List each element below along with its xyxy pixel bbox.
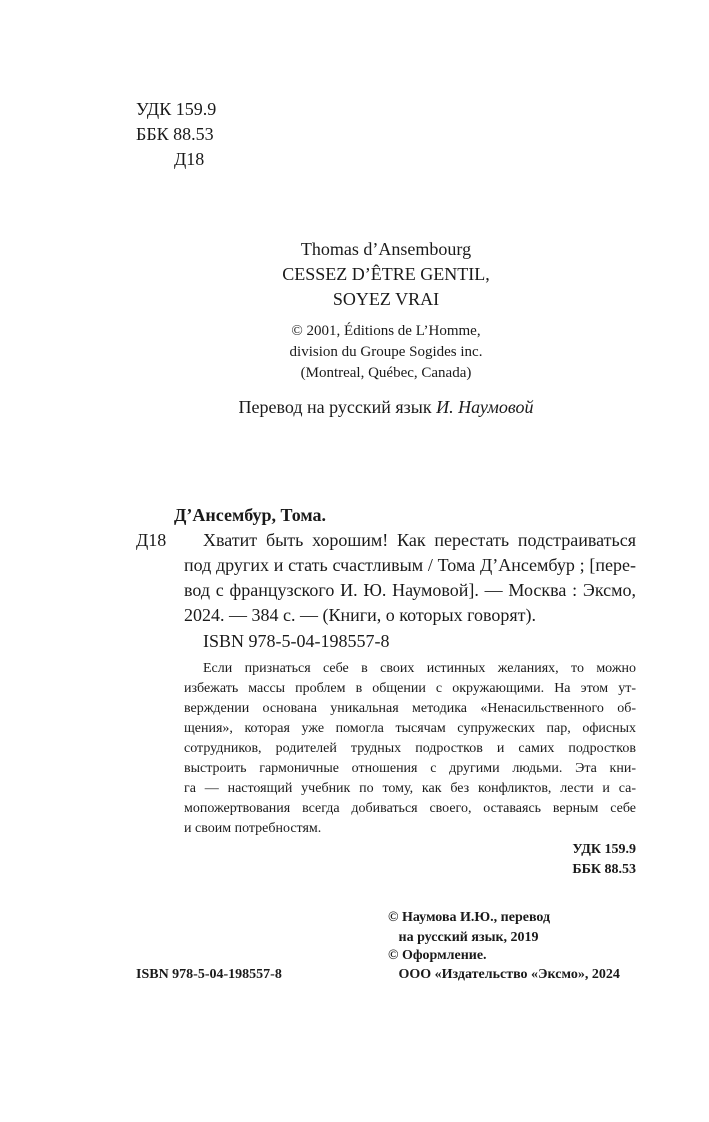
translation-prefix: Перевод на русский язык — [238, 397, 437, 417]
original-copyright-line: (Montreal, Québec, Canada) — [300, 365, 472, 381]
footer-copyright-line: на русский язык, 2019 — [388, 930, 539, 945]
footer-copyright-line: © Оформление. — [388, 948, 487, 963]
translation-credit — [136, 394, 636, 420]
footer-isbn: ISBN 978-5-04-198557-8 — [136, 967, 282, 982]
author-mark-top: Д18 — [174, 149, 205, 169]
original-title-line-2: SOYEZ VRAI — [332, 289, 440, 309]
bbk-top: ББК 88.53 — [136, 124, 214, 144]
annotation-line: выстроить гармоничные отношения с другими людьми. Эта кни- — [184, 761, 636, 776]
original-copyright-line: © 2001, Éditions de L’Homme, — [291, 323, 481, 339]
footer-copyright-line: ООО «Издательство «Эксмо», 2024 — [388, 967, 620, 982]
record-line: вод с французского И. Ю. Наумовой]. — Москва : Эксмо, — [184, 580, 636, 600]
translator-name: И. Наумовой — [436, 397, 534, 417]
annotation-line: верждении основана уникальная методика «Ненасильственного об- — [184, 701, 636, 716]
footer-copyright-line: © Наумова И.Ю., перевод — [388, 910, 551, 925]
annotation-bbk: ББК 88.53 — [572, 862, 636, 877]
annotation-line: и своим потребностям. — [184, 821, 322, 836]
original-copyright-line: division du Groupe Sogides inc. — [289, 344, 483, 360]
record-author-mark: Д18 — [136, 530, 167, 550]
annotation-line: щения», которая уже помогла тысячам супружеских пар, офисных — [184, 721, 636, 736]
annotation-line: сотрудников, родителей трудных подростков и самих подростков — [184, 741, 636, 756]
annotation-line: мопожертвования всегда добиваться своего, оставаясь верным себе — [184, 801, 636, 816]
record-line: 2024. — 384 с. — (Книги, о которых говорят). — [184, 605, 537, 625]
original-title-line-1: CESSEZ D’ÊTRE GENTIL, — [282, 264, 490, 284]
udk-top: УДК 159.9 — [136, 99, 217, 119]
annotation-line: избежать массы проблем в общении с окружающими. На этом ут- — [184, 681, 636, 696]
annotation-line: Если признаться себе в своих истинных желаниях, то можно — [203, 661, 636, 676]
annotation-line: га — настоящий учебник по тому, как без конфликтов, лести и са- — [184, 781, 636, 796]
original-author: Thomas d’Ansembourg — [300, 239, 472, 259]
record-heading: Д’Ансембур, Тома. — [174, 505, 327, 525]
record-line: под других и стать счастливым / Тома Д’Ансембур ; [пере- — [184, 555, 636, 575]
record-isbn: ISBN 978-5-04-198557-8 — [203, 631, 390, 651]
record-line: Хватит быть хорошим! Как перестать подстраиваться — [203, 530, 636, 550]
annotation-udk: УДК 159.9 — [572, 842, 636, 857]
